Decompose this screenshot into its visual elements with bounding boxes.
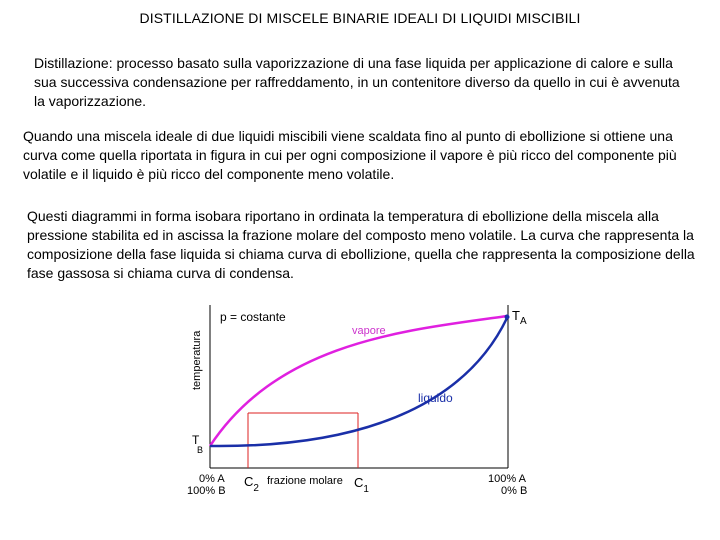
page-title: DISTILLAZIONE DI MISCELE BINARIE IDEALI DI LIQUIDI MISCIBILI <box>139 10 581 26</box>
left-top-composition: 0% A <box>199 473 225 485</box>
right-bottom-composition: 0% B <box>501 485 528 497</box>
tb-label: T B <box>192 433 204 455</box>
right-top-composition: 100% A <box>488 473 526 485</box>
definition-paragraph: Distillazione: processo basato sulla vaporizzazione di una fase liquida per applicazione di calore e sulla sua successiva condensazione per raffreddamento, in un contenitore diverso da quello in cui è avvenuta la vaporizzazione. <box>34 55 680 109</box>
ta-boiling-point <box>505 315 510 320</box>
liquid-label: liquido <box>418 391 453 405</box>
isobaric-diagram-paragraph: Questi diagrammi in forma isobara riportano in ordinata la temperatura di ebollizione della miscela alla pressione stabilita ed in ascissa la frazione molare del composto meno volatile. La curva che rappresenta la composizione della fase liquida si chiama curva di ebollizione, quella che rappresenta la composizione della fase gassosa si chiama curva di condensa. <box>27 208 695 281</box>
ideal-mixture-paragraph: Quando una miscela ideale di due liquidi miscibili viene scaldata fino al punto di ebollizione si ottiene una curva come quella riportata in figura in cui per ogni composizione il vapore è più ricco del componente più volatile e il liquido è più ricco del componente meno volatile. <box>23 128 677 182</box>
y-axis-label: temperatura <box>191 330 203 390</box>
ta-label: $T_A$ <box>512 308 527 327</box>
pressure-label: p = costante <box>220 310 286 324</box>
c2-label: $C_2$ <box>244 474 259 494</box>
vapor-label: vapore <box>352 325 386 337</box>
x-axis-label: frazione molare <box>267 475 343 487</box>
c1-label: $C_1$ <box>354 475 369 495</box>
left-bottom-composition: 100% B <box>187 485 226 497</box>
